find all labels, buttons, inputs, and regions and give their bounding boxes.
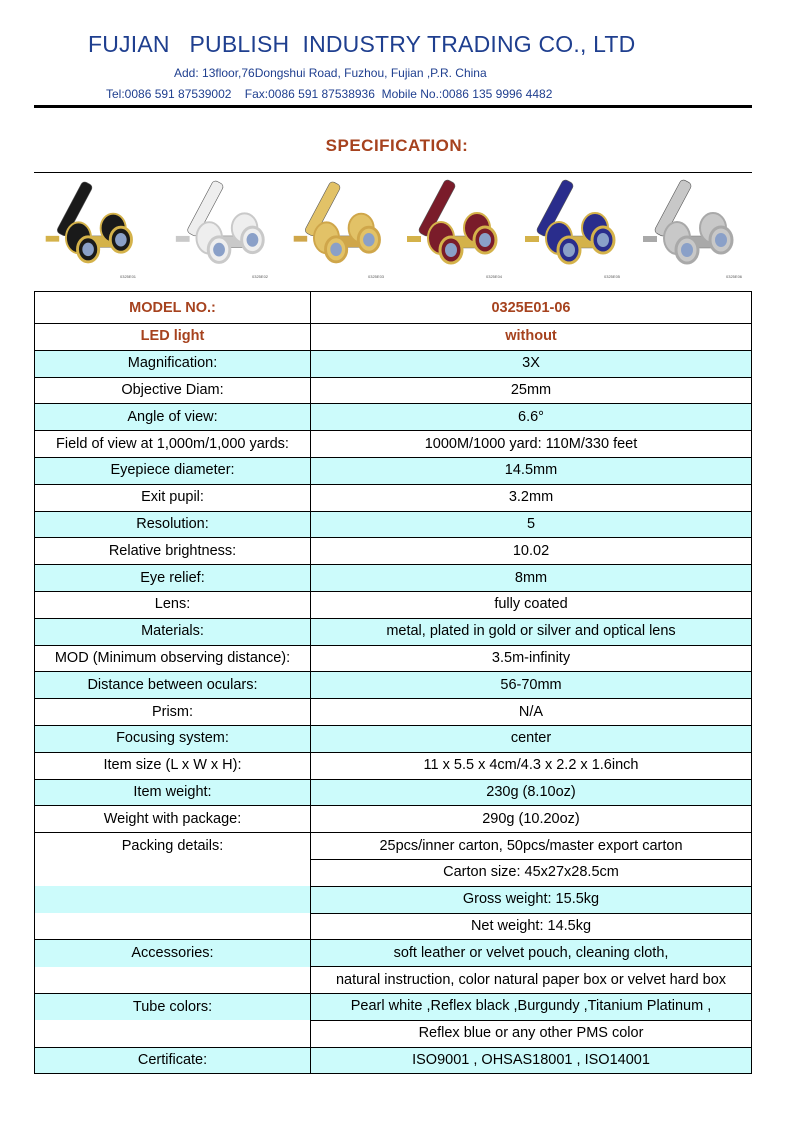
spec-row [35, 431, 752, 458]
spec-value: Gross weight: 15.5kg [311, 886, 752, 913]
spec-label [35, 859, 311, 886]
spec-label: Angle of view: [35, 404, 311, 431]
spec-row [35, 377, 752, 404]
photo-model-code: 0325E04 [486, 274, 503, 279]
spec-row [35, 913, 752, 940]
spec-row [35, 672, 752, 699]
spec-value: Carton size: 45x27x28.5cm [311, 859, 752, 886]
spec-row [35, 1047, 752, 1074]
spec-row [35, 511, 752, 538]
photo-model-code: 0325E06 [726, 274, 743, 279]
spec-label: Certificate: [35, 1047, 311, 1074]
spec-value: 11 x 5.5 x 4cm/4.3 x 2.2 x 1.6inch [311, 752, 752, 779]
spec-value: 8mm [311, 565, 752, 592]
spec-value: 230g (8.10oz) [311, 779, 752, 806]
spec-row [35, 484, 752, 511]
header-divider [34, 105, 752, 108]
opera-glasses-photo [38, 176, 144, 288]
spec-label: Accessories: [35, 940, 311, 967]
photo-model-code: 0325E03 [368, 274, 385, 279]
spec-row [35, 752, 752, 779]
spec-row [35, 779, 752, 806]
spec-label: Prism: [35, 699, 311, 726]
spec-row [35, 457, 752, 484]
title-divider [34, 172, 752, 173]
spec-label: Tube colors: [35, 993, 311, 1020]
spec-row [35, 324, 752, 351]
spec-row [35, 350, 752, 377]
spec-row [35, 618, 752, 645]
spec-label: Magnification: [35, 350, 311, 377]
opera-glasses-icon [286, 176, 392, 288]
spec-row [35, 292, 752, 324]
spec-row [35, 404, 752, 431]
spec-value: N/A [311, 699, 752, 726]
spec-value: 14.5mm [311, 457, 752, 484]
spec-label: Lens: [35, 591, 311, 618]
opera-glasses-photo [398, 176, 510, 288]
page-title: SPECIFICATION: [325, 136, 469, 155]
spec-label [35, 913, 311, 940]
spec-row [35, 967, 752, 994]
spec-row [35, 538, 752, 565]
spec-row [35, 645, 752, 672]
spec-row [35, 833, 752, 860]
spec-value: ISO9001 , OHSAS18001 , ISO14001 [311, 1047, 752, 1074]
spec-value: 3.2mm [311, 484, 752, 511]
spec-value: Reflex blue or any other PMS color [311, 1020, 752, 1047]
spec-label: Distance between oculars: [35, 672, 311, 699]
spec-row [35, 806, 752, 833]
spec-value: 3X [311, 350, 752, 377]
opera-glasses-photo [168, 176, 276, 288]
spec-row [35, 699, 752, 726]
spec-value: Net weight: 14.5kg [311, 913, 752, 940]
spec-label: LED light [35, 324, 311, 351]
spec-row [35, 940, 752, 967]
spec-value: 290g (10.20oz) [311, 806, 752, 833]
spec-value: 56-70mm [311, 672, 752, 699]
spec-value: soft leather or velvet pouch, cleaning cloth, [311, 940, 752, 967]
spec-value: fully coated [311, 591, 752, 618]
spec-value: without [311, 324, 752, 351]
spec-value: Pearl white ,Reflex black ,Burgundy ,Titanium Platinum , [311, 993, 752, 1020]
spec-label: Weight with package: [35, 806, 311, 833]
specification-table [34, 291, 752, 1074]
spec-value: 5 [311, 511, 752, 538]
spec-label: MODEL NO.: [35, 292, 311, 324]
spec-label: MOD (Minimum observing distance): [35, 645, 311, 672]
product-photo-strip [34, 176, 752, 288]
spec-label: Relative brightness: [35, 538, 311, 565]
spec-row [35, 565, 752, 592]
spec-row [35, 886, 752, 913]
company-contact: Tel:0086 591 87539002 Fax:0086 591 87538936 Mobile No.:0086 135 9996 4482 [106, 87, 553, 101]
spec-row [35, 591, 752, 618]
opera-glasses-photo [630, 176, 750, 288]
spec-label: Focusing system: [35, 725, 311, 752]
spec-label: Exit pupil: [35, 484, 311, 511]
spec-row [35, 1020, 752, 1047]
opera-glasses-icon [516, 176, 628, 288]
spec-label: Item weight: [35, 779, 311, 806]
opera-glasses-icon [630, 176, 750, 288]
spec-value: 0325E01-06 [311, 292, 752, 324]
spec-label [35, 886, 311, 913]
spec-label [35, 967, 311, 994]
opera-glasses-icon [168, 176, 276, 288]
spec-value: 25pcs/inner carton, 50pcs/master export carton [311, 833, 752, 860]
photo-model-code: 0325E01 [120, 274, 137, 279]
spec-value: 10.02 [311, 538, 752, 565]
spec-row [35, 859, 752, 886]
spec-label: Packing details: [35, 833, 311, 860]
spec-value: center [311, 725, 752, 752]
photo-model-code: 0325E05 [604, 274, 621, 279]
spec-label: Eye relief: [35, 565, 311, 592]
spec-value: 6.6° [311, 404, 752, 431]
spec-value: natural instruction, color natural paper box or velvet hard box [311, 967, 752, 994]
spec-label: Resolution: [35, 511, 311, 538]
spec-label: Eyepiece diameter: [35, 457, 311, 484]
spec-value: 3.5m-infinity [311, 645, 752, 672]
spec-row [35, 725, 752, 752]
spec-label [35, 1020, 311, 1047]
spec-label: Item size (L x W x H): [35, 752, 311, 779]
opera-glasses-icon [38, 176, 144, 288]
opera-glasses-photo [286, 176, 392, 288]
company-name: FUJIAN PUBLISH INDUSTRY TRADING CO., LTD [88, 31, 636, 57]
opera-glasses-icon [398, 176, 510, 288]
spec-label: Objective Diam: [35, 377, 311, 404]
opera-glasses-photo [516, 176, 628, 288]
spec-value: metal, plated in gold or silver and optical lens [311, 618, 752, 645]
spec-row [35, 993, 752, 1020]
spec-label: Field of view at 1,000m/1,000 yards: [35, 431, 311, 458]
photo-model-code: 0325E02 [252, 274, 269, 279]
spec-label: Materials: [35, 618, 311, 645]
spec-value: 25mm [311, 377, 752, 404]
spec-value: 1000M/1000 yard: 110M/330 feet [311, 431, 752, 458]
company-address: Add: 13floor,76Dongshui Road, Fuzhou, Fujian ,P.R. China [174, 66, 487, 80]
